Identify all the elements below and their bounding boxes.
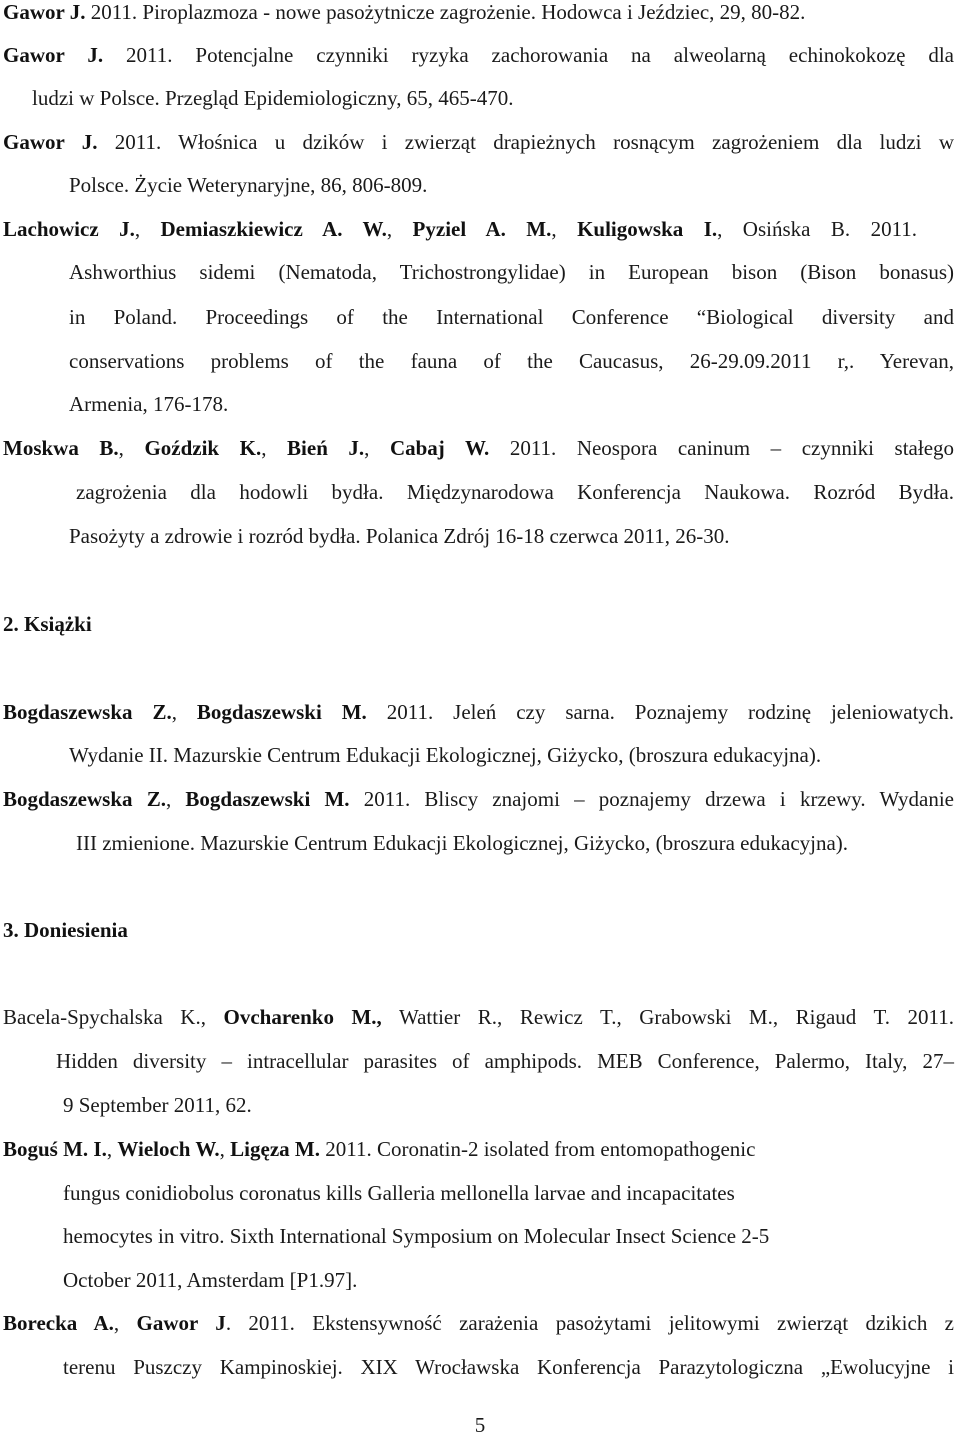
reference-line — [63, 1180, 735, 1206]
reference-line — [69, 523, 730, 549]
reference-line — [3, 435, 954, 461]
section-heading — [3, 917, 128, 943]
citation-text: , — [551, 217, 578, 241]
reference-line — [3, 1310, 954, 1336]
author-name: Ligęza M. — [230, 1137, 320, 1161]
citation-text: hemocytes in vitro. Sixth International Symposium on Molecular Insect Science 2-5 — [63, 1224, 770, 1248]
citation-text: 2011. Bliscy znajomi – poznajemy drzewa i krzewy. Wydanie — [349, 787, 954, 811]
author-name: 2. Książki — [3, 612, 92, 636]
citation-text: 2011. Piroplazmoza - nowe pasożytnicze zagrożenie. Hodowca i Jeździec, 29, 80-82. — [85, 0, 806, 24]
citation-text: , — [106, 1137, 118, 1161]
reference-line — [3, 216, 917, 242]
citation-text: ludzi w Polsce. Przegląd Epidemiologiczny, 65, 465-470. — [32, 86, 514, 110]
citation-text: , Osińska B. 2011. — [717, 217, 918, 241]
reference-line — [56, 1048, 954, 1074]
author-name: Wieloch W. — [117, 1137, 220, 1161]
page-number: 5 — [474, 1413, 486, 1437]
author-name: Gawor J. — [3, 43, 104, 67]
author-name: Cabaj W. — [389, 436, 490, 460]
citation-text: , — [118, 436, 145, 460]
citation-text: Hidden diversity – intracellular parasites of amphipods. MEB Conference, Palermo, Italy, 27– — [56, 1049, 954, 1073]
author-name: 3. Doniesienia — [3, 918, 128, 942]
reference-line — [69, 742, 821, 768]
citation-text: , — [364, 436, 390, 460]
citation-text: terenu Puszczy Kampinoskiej. XIX Wrocławska Konferencja Parazytologiczna „Ewolucyjne i — [63, 1355, 954, 1379]
reference-line — [3, 699, 954, 725]
citation-text: zagrożenia dla hodowli bydła. Międzynarodowa Konferencja Naukowa. Rozród Bydła. — [76, 480, 954, 504]
citation-text: Polsce. Życie Weterynaryjne, 86, 806-809. — [69, 173, 428, 197]
citation-text: , — [261, 436, 288, 460]
author-name: Gawor J — [136, 1311, 226, 1335]
citation-text: 2011. Potencjalne czynniki ryzyka zachorowania na alweolarną echinokokozę dla — [103, 43, 954, 67]
citation-text: 2011. Coronatin-2 isolated from entomopathogenic — [319, 1137, 756, 1161]
citation-text: fungus conidiobolus coronatus kills Galleria mellonella larvae and incapacitates — [63, 1181, 735, 1205]
citation-text: 2011. Jeleń czy sarna. Poznajemy rodzinę jeleniowatych. — [366, 700, 955, 724]
author-name: Bień J. — [287, 436, 365, 460]
author-name: Borecka A. — [3, 1311, 114, 1335]
author-name: Moskwa B. — [3, 436, 119, 460]
author-name: Gawor J. — [3, 130, 98, 154]
citation-text: 2011. Neospora caninum – czynniki stałego — [489, 436, 955, 460]
citation-text: , — [171, 700, 197, 724]
author-name: Demiaszkiewicz A. W. — [160, 217, 387, 241]
author-name: Goździk K. — [144, 436, 262, 460]
section-heading — [3, 611, 92, 637]
author-name: Bogdaszewska Z. — [3, 787, 166, 811]
author-name: Bogdaszewska Z. — [3, 700, 172, 724]
author-name: Bogdaszewski M. — [185, 787, 350, 811]
citation-text: Pasożyty a zdrowie i rozród bydła. Polanica Zdrój 16-18 czerwca 2011, 26-30. — [69, 524, 730, 548]
citation-text: Bacela-Spychalska K., — [3, 1005, 224, 1029]
reference-line — [3, 0, 805, 25]
citation-text: 9 September 2011, 62. — [63, 1093, 252, 1117]
citation-text: conservations problems of the fauna of the Caucasus, 26-29.09.2011 r,. Yerevan, — [69, 349, 954, 373]
citation-text: . 2011. Ekstensywność zarażenia pasożytami jelitowymi zwierząt dzikich z — [225, 1311, 954, 1335]
reference-line — [63, 1267, 357, 1293]
reference-line — [69, 304, 954, 330]
author-name: Lachowicz J. — [3, 217, 135, 241]
citation-text: Wydanie II. Mazurskie Centrum Edukacji Ekologicznej, Giżycko, (broszura edukacyjna). — [69, 743, 822, 767]
reference-line — [3, 1136, 755, 1162]
citation-text: III zmienione. Mazurskie Centrum Edukacji Ekologicznej, Giżycko, (broszura edukacyjna). — [76, 831, 849, 855]
author-name: Pyziel A. M. — [412, 217, 552, 241]
reference-line — [69, 348, 954, 374]
reference-line — [69, 391, 228, 417]
reference-line — [3, 42, 954, 68]
citation-text: Armenia, 176-178. — [69, 392, 229, 416]
author-name: Gawor J. — [3, 0, 86, 24]
citation-text: , — [219, 1137, 231, 1161]
reference-line — [3, 786, 954, 812]
citation-text: in Poland. Proceedings of the International Conference “Biological diversity and — [69, 305, 954, 329]
reference-line — [63, 1223, 769, 1249]
citation-text: , — [113, 1311, 137, 1335]
author-name: Kuligowska I. — [577, 217, 718, 241]
reference-line — [3, 1004, 954, 1030]
author-name: Ovcharenko M., — [223, 1005, 382, 1029]
citation-text: 2011. Włośnica u dzików i zwierząt drapieżnych rosnącym zagrożeniem dla ludzi w — [97, 130, 954, 154]
author-name: Bogdaszewski M. — [196, 700, 367, 724]
reference-line — [76, 830, 848, 856]
reference-line — [63, 1354, 954, 1380]
citation-text: , — [165, 787, 186, 811]
reference-line — [63, 1092, 252, 1118]
citation-text: Ashworthius sidemi (Nematoda, Trichostrongylidae) in European bison (Bison bonasus) — [69, 260, 954, 284]
citation-text: , — [134, 217, 161, 241]
reference-line — [69, 172, 427, 198]
citation-text: Wattier R., Rewicz T., Grabowski M., Rigaud T. 2011. — [381, 1005, 954, 1029]
reference-line — [32, 85, 514, 111]
reference-line — [3, 129, 954, 155]
citation-text: October 2011, Amsterdam [P1.97]. — [63, 1268, 358, 1292]
reference-line — [76, 479, 954, 505]
reference-line — [69, 259, 954, 285]
citation-text: , — [386, 217, 413, 241]
author-name: Boguś M. I. — [3, 1137, 107, 1161]
